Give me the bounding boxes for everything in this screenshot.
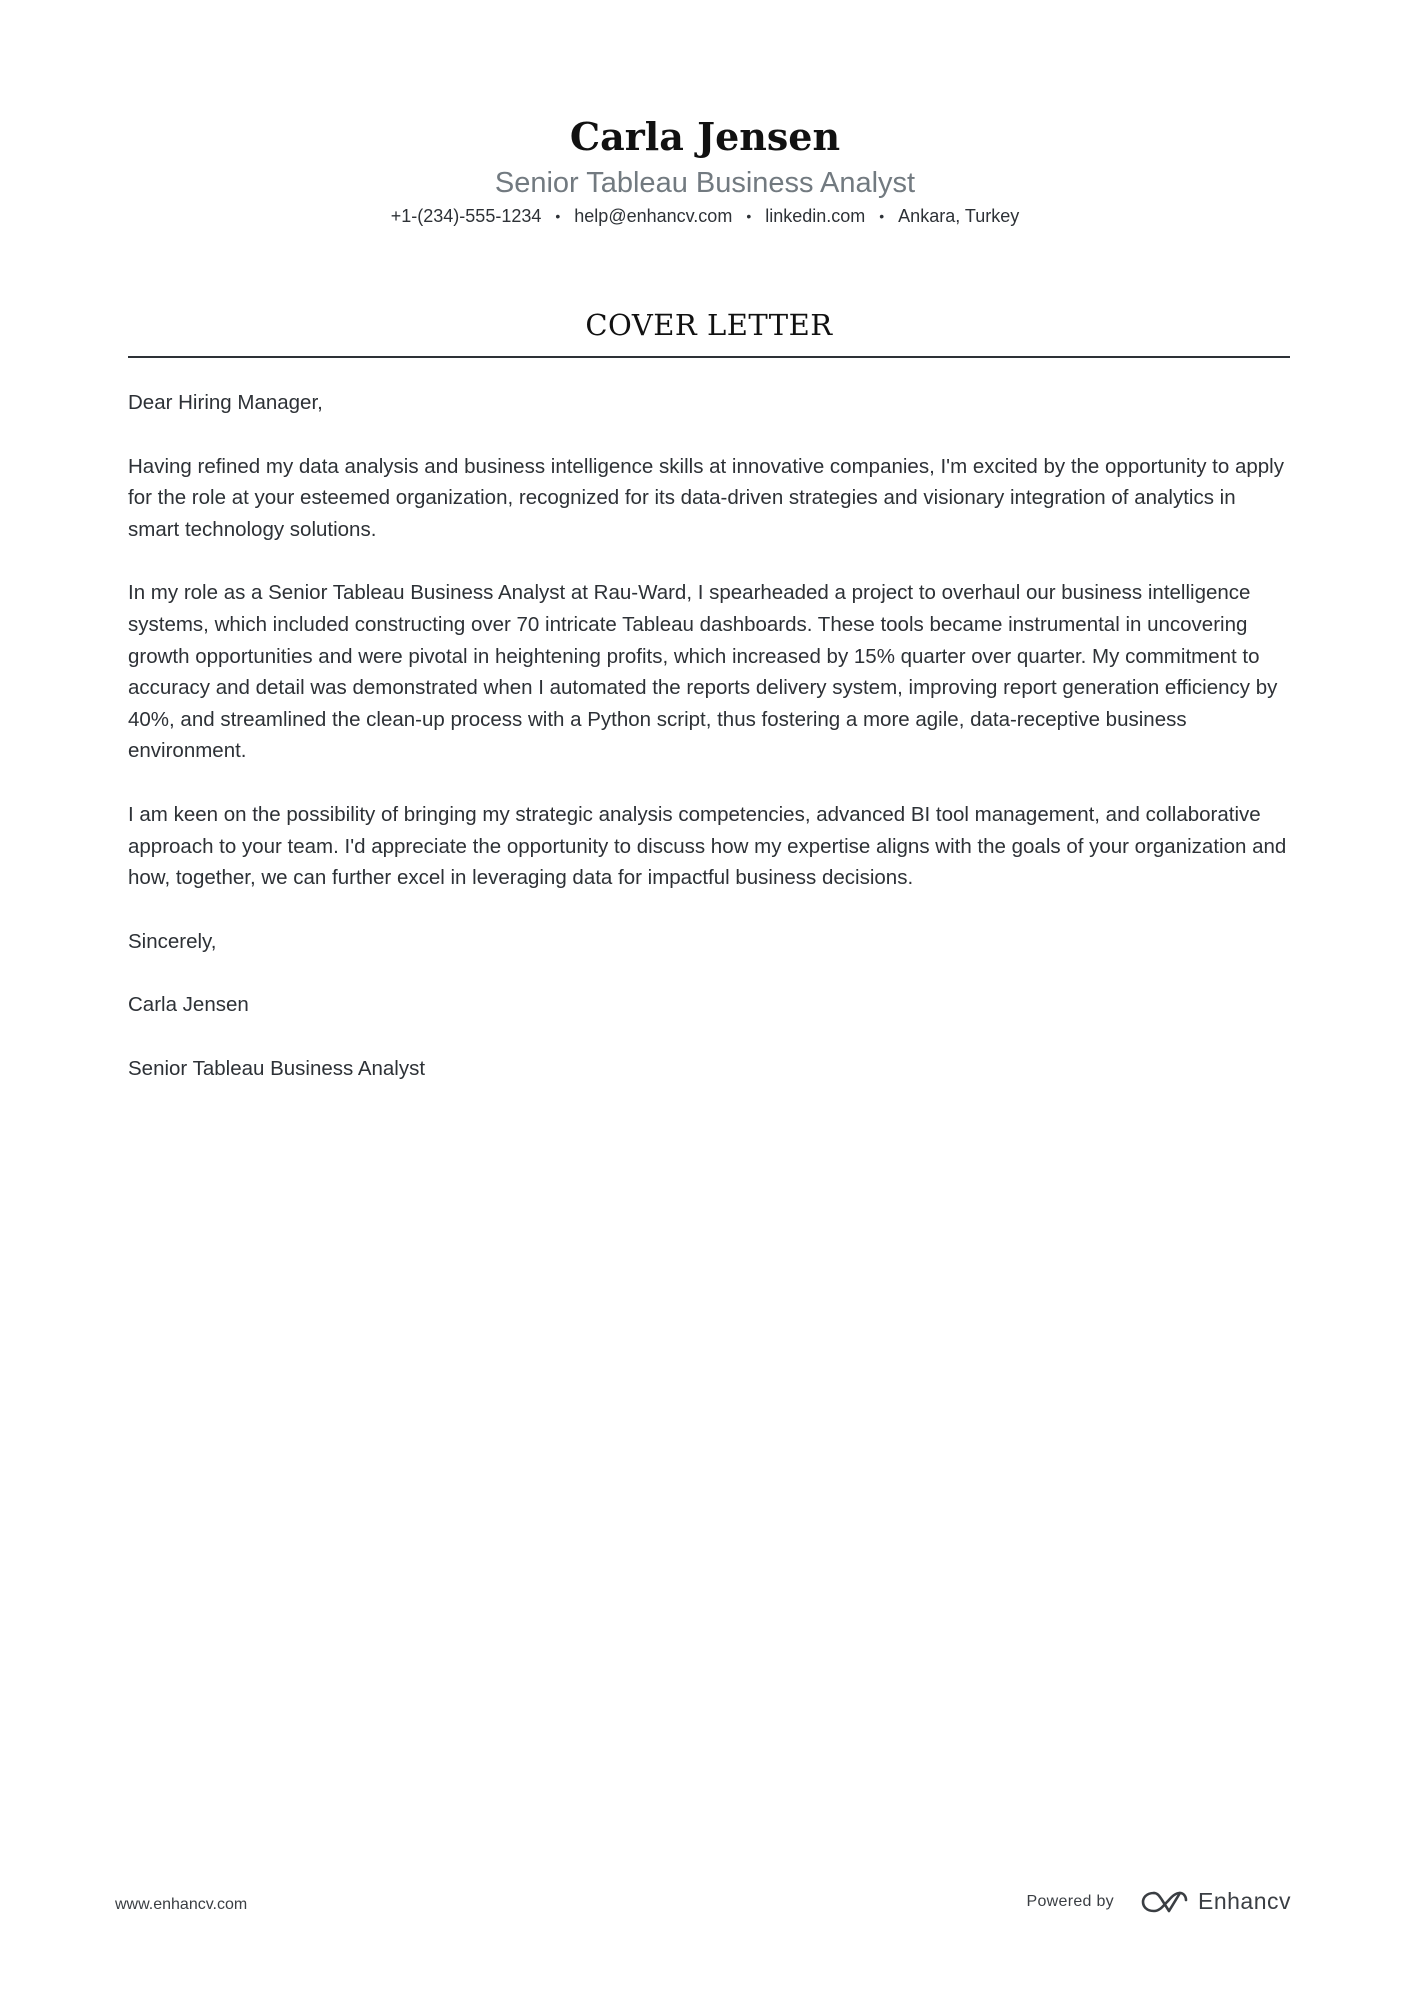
- letter-closing: Sincerely,: [128, 929, 217, 953]
- contact-line: [0, 206, 1410, 228]
- bullet-separator: •: [879, 207, 885, 224]
- letter-body: [128, 387, 1290, 1117]
- letter-paragraph: In my role as a Senior Tableau Business Analyst at Rau-Ward, I spearheaded a project to overhaul our business intelligence systems, which included constructing over 70 intricate Tableau dashboards. These tools became instrumental in uncovering growth opportunities and were pivotal in heightening profits, which increased by 15% quarter over quarter. My commitment to accuracy and detail was demonstrated when I automated the reports delivery system, improving report generation efficiency by 40%, and streamlined the clean-up process with a Python script, thus fostering a more agile, data-receptive business environment.: [128, 581, 1278, 763]
- bullet-separator: •: [555, 207, 561, 224]
- enhancv-logo-icon: [1140, 1889, 1188, 1915]
- applicant-title: Senior Tableau Business Analyst: [494, 167, 916, 199]
- location: Ankara, Turkey: [898, 205, 1020, 226]
- section-divider: [128, 356, 1290, 358]
- resume-header: [0, 108, 1410, 227]
- linkedin-link[interactable]: linkedin.com: [765, 205, 866, 226]
- letter-paragraph: Having refined my data analysis and business intelligence skills at innovative companies, I'm excited by the opportunity to apply for the role at your esteemed organization, recognized for its data-driven strategies and visionary integration of analytics in smart technology solutions.: [128, 454, 1284, 541]
- applicant-name: Carla Jensen: [569, 114, 841, 159]
- enhancv-brand-name: Enhancv: [1197, 1888, 1291, 1914]
- phone-number: +1-(234)-555-1234: [390, 205, 542, 226]
- bullet-separator: •: [746, 207, 752, 224]
- signature-title: Senior Tableau Business Analyst: [128, 1056, 426, 1080]
- section-title: COVER LETTER: [585, 308, 833, 342]
- email-link[interactable]: help@enhancv.com: [574, 205, 733, 226]
- letter-paragraph: I am keen on the possibility of bringing my strategic analysis competencies, advanced BI tool management, and collaborative approach to your team. I'd appreciate the opportunity to discuss how my expertise aligns with the goals of your organization and how, together, we can further excel in leveraging data for impactful business decisions.: [128, 802, 1287, 890]
- powered-by-badge[interactable]: [1026, 1888, 1291, 1915]
- footer-website-link[interactable]: www.enhancv.com: [115, 1896, 248, 1913]
- letter-greeting: Dear Hiring Manager,: [128, 391, 323, 414]
- powered-by-label: Powered by: [1026, 1892, 1114, 1910]
- signature-name: Carla Jensen: [128, 993, 249, 1017]
